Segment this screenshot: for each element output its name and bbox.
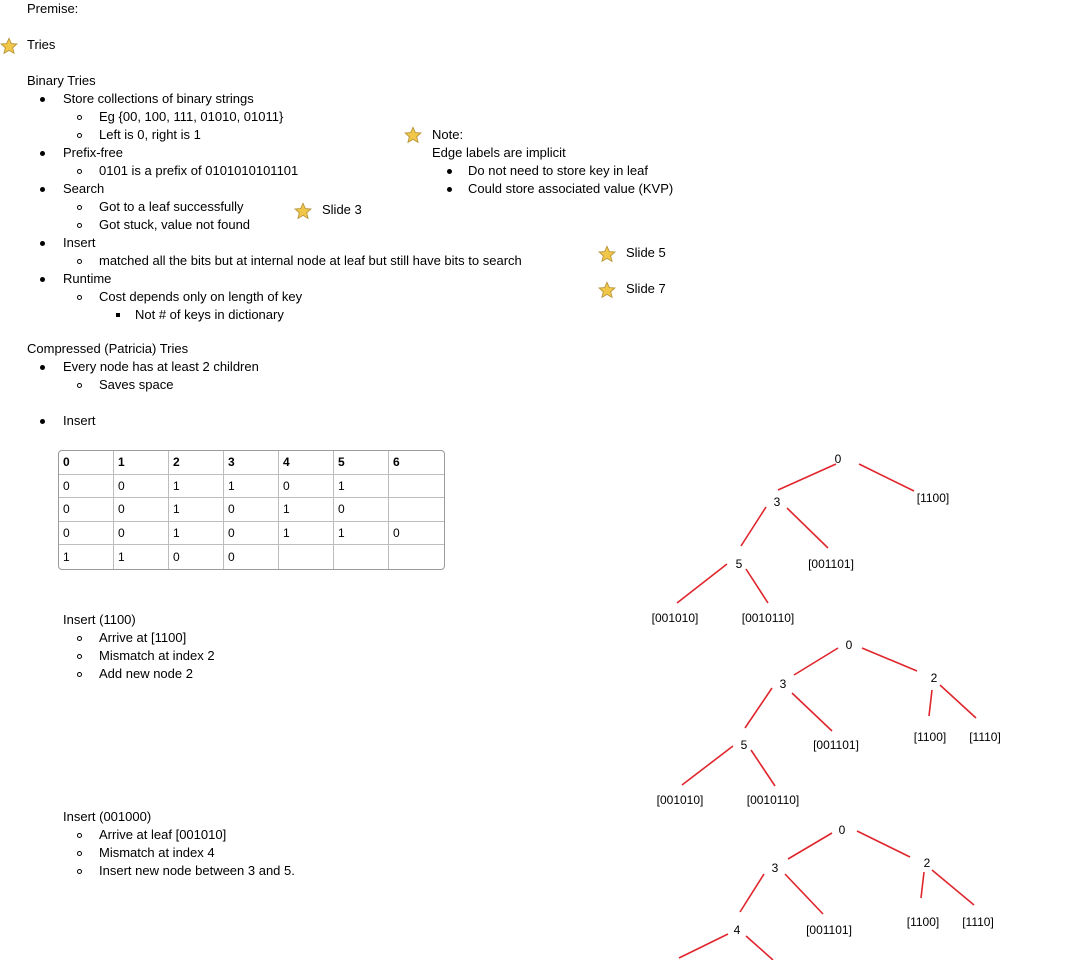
insert1-title: Insert (1100) xyxy=(63,612,136,627)
trie-edge xyxy=(778,464,836,490)
trie-1 xyxy=(652,452,950,625)
list-item: Insert xyxy=(63,235,96,250)
table-cell: 1 xyxy=(59,545,114,569)
table-cell: 0 xyxy=(114,522,169,546)
trie-node: 2 xyxy=(930,671,938,686)
list-item: Could store associated value (KVP) xyxy=(468,181,674,196)
premise-heading: Premise: xyxy=(27,1,79,16)
trie-edge xyxy=(932,870,974,905)
trie-edge xyxy=(787,508,828,548)
trie-edge xyxy=(857,831,910,857)
list-item: Do not need to store key in leaf xyxy=(468,163,648,178)
trie-edge xyxy=(862,648,917,671)
trie-node: [0010110] xyxy=(746,793,800,808)
list-item: Arrive at leaf [001010] xyxy=(99,827,227,842)
table-cell: 0 xyxy=(114,475,169,499)
list-item: Search xyxy=(63,181,105,196)
trie-node: 3 xyxy=(773,495,781,510)
table-cell: 0 xyxy=(334,498,389,522)
trie-edge xyxy=(677,564,727,603)
table-cell: 0 xyxy=(279,475,334,499)
table-cell: 0 xyxy=(114,498,169,522)
trie-edge xyxy=(788,833,832,859)
table-cell: 5 xyxy=(334,451,389,475)
table-cell: 2 xyxy=(169,451,224,475)
trie-node: 3 xyxy=(779,677,787,692)
list-item: Every node has at least 2 children xyxy=(63,359,259,374)
table-cell: 1 xyxy=(279,498,334,522)
table-cell: 1 xyxy=(169,498,224,522)
slide-ref: Slide 5 xyxy=(626,245,666,260)
trie-node: [0010110] xyxy=(741,611,795,626)
list-item: Eg {00, 100, 111, 01010, 01011} xyxy=(99,109,284,124)
note-title: Note: xyxy=(432,127,464,142)
table-cell: 1 xyxy=(169,475,224,499)
table-cell: 3 xyxy=(224,451,279,475)
table-cell: 0 xyxy=(224,522,279,546)
slide-ref: Slide 3 xyxy=(322,202,362,217)
note-line: Edge labels are implicit xyxy=(432,145,566,160)
table-cell: 0 xyxy=(389,522,444,546)
trie-node: [001101] xyxy=(813,738,859,753)
trie-node: [1100] xyxy=(906,915,940,930)
trie-3 xyxy=(679,823,994,960)
table-cell: 6 xyxy=(389,451,444,475)
list-item: 0101 is a prefix of 0101010101101 xyxy=(99,163,299,178)
table-cell: 1 xyxy=(169,522,224,546)
trie-node: [001010] xyxy=(651,611,699,626)
list-item: Got stuck, value not found xyxy=(99,217,251,232)
table-cell: 1 xyxy=(334,475,389,499)
table-cell: 0 xyxy=(169,545,224,569)
binary-tries-heading: Binary Tries xyxy=(27,73,96,88)
list-item: Insert new node between 3 and 5. xyxy=(99,863,295,878)
table-cell: 0 xyxy=(224,545,279,569)
trie-edge xyxy=(740,874,764,912)
trie-edge xyxy=(745,688,772,728)
trie-node: [1110] xyxy=(962,915,994,930)
trie-node: [001010] xyxy=(656,793,704,808)
trie-edge xyxy=(859,464,914,491)
trie-node: 0 xyxy=(845,638,853,653)
trie-edge xyxy=(940,685,976,718)
table-cell: 4 xyxy=(279,451,334,475)
list-item: Mismatch at index 4 xyxy=(99,845,215,860)
trie-node: 0 xyxy=(834,452,842,467)
trie-edge xyxy=(679,934,728,958)
insert2-title: Insert (001000) xyxy=(63,809,152,824)
trie-node: 3 xyxy=(771,861,779,876)
table-cell: 0 xyxy=(59,451,114,475)
trie-edge xyxy=(682,746,733,785)
trie-node: 2 xyxy=(923,856,931,871)
trie-node: 4 xyxy=(733,923,741,938)
list-item: Prefix-free xyxy=(63,145,123,160)
table-cell: 1 xyxy=(114,451,169,475)
table-cell: 0 xyxy=(59,475,114,499)
trie-node: [1100] xyxy=(913,730,947,745)
trie-edge xyxy=(746,569,768,603)
tries-heading: Tries xyxy=(27,37,56,52)
list-item: Cost depends only on length of key xyxy=(99,289,303,304)
table-cell: 0 xyxy=(59,522,114,546)
list-item: Saves space xyxy=(99,377,174,392)
table-cell: 1 xyxy=(279,522,334,546)
trie-node: 5 xyxy=(735,557,743,572)
trie-node: 5 xyxy=(740,738,748,753)
table-cell: 1 xyxy=(334,522,389,546)
slide-ref: Slide 7 xyxy=(626,281,666,296)
list-item: Mismatch at index 2 xyxy=(99,648,215,663)
list-item: matched all the bits but at internal node at leaf but still have bits to search xyxy=(99,253,522,268)
trie-edge xyxy=(751,750,775,786)
trie-node: [001101] xyxy=(808,557,854,572)
table-cell: 1 xyxy=(114,545,169,569)
table-cell: 1 xyxy=(224,475,279,499)
list-item: Arrive at [1100] xyxy=(99,630,187,645)
trie-edge xyxy=(746,936,773,960)
trie-node: [1100] xyxy=(916,491,950,506)
trie-edge xyxy=(794,648,838,675)
trie-node: 0 xyxy=(838,823,846,838)
trie-node: [1110] xyxy=(969,730,1001,745)
list-item: Not # of keys in dictionary xyxy=(135,307,284,322)
list-item: Left is 0, right is 1 xyxy=(99,127,201,142)
list-item: Store collections of binary strings xyxy=(63,91,254,106)
trie-node: [001101] xyxy=(806,923,852,938)
list-item: Got to a leaf successfully xyxy=(99,199,244,214)
list-item: Insert xyxy=(63,413,96,428)
compressed-tries-heading: Compressed (Patricia) Tries xyxy=(27,341,189,356)
trie-2 xyxy=(657,638,1001,807)
list-item: Runtime xyxy=(63,271,112,286)
trie-edge xyxy=(785,874,823,914)
table-cell: 0 xyxy=(59,498,114,522)
table-cell: 0 xyxy=(224,498,279,522)
trie-edge xyxy=(741,507,766,546)
trie-edge xyxy=(929,690,932,716)
list-item: Add new node 2 xyxy=(99,666,193,681)
trie-edge xyxy=(792,693,832,731)
trie-edge xyxy=(921,872,924,898)
